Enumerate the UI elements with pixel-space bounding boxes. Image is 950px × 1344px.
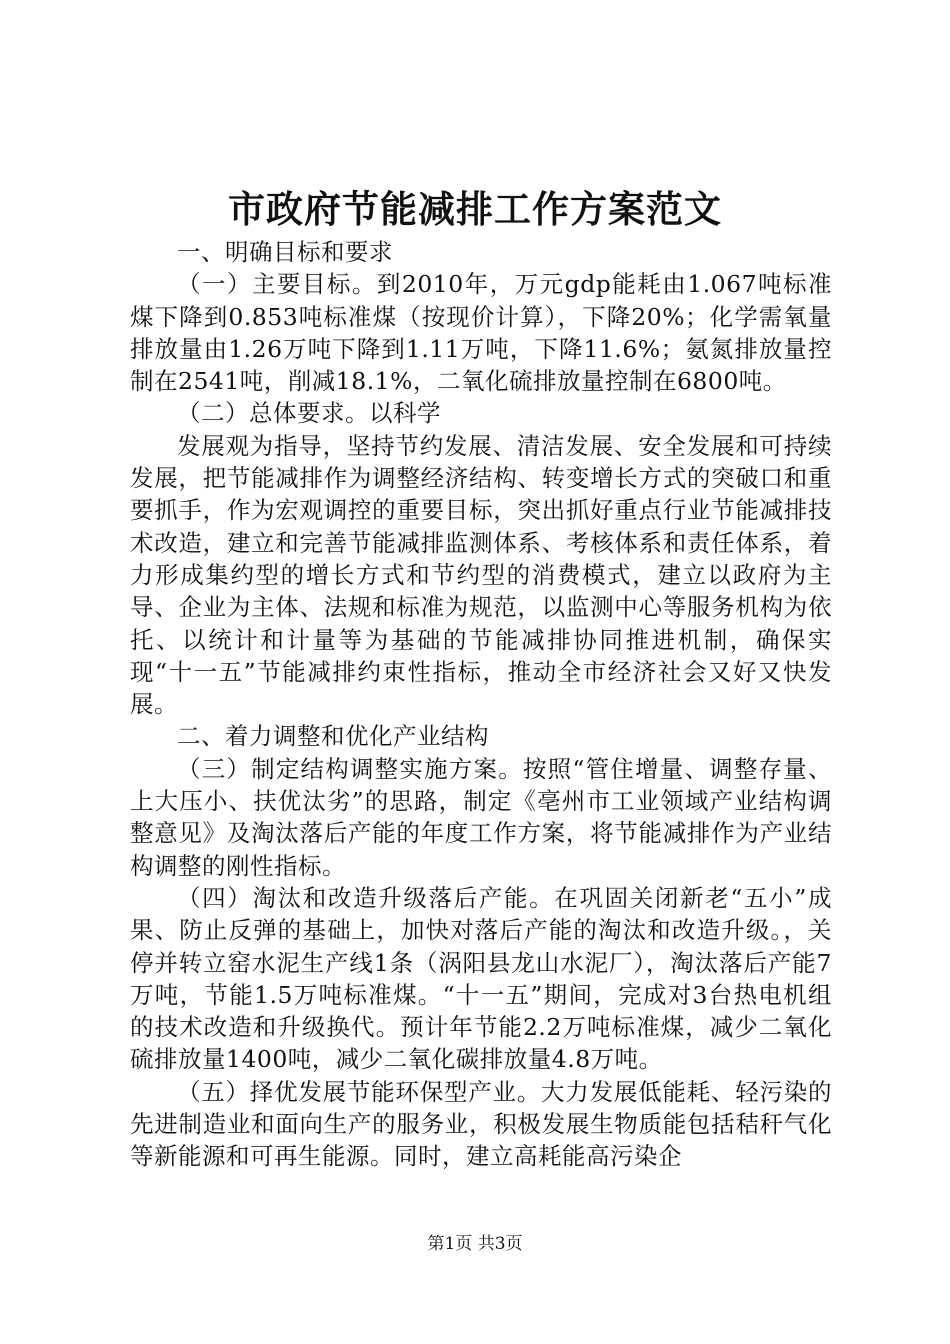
paragraph-eliminate-capacity: （四）淘汰和改造升级落后产能。在巩固关闭新老“五小”成果、防止反弹的基础上，加快对落后产能的淘汰和改造升级。，关停并转立窑水泥生产线1条（涡阳县龙山水泥厂），淘汰落后产能7万吨，节能1.5万吨标准煤。“十一五”期间，完成对3台热电机组的技术改造和升级换代。预计年节能2.2万吨标准煤，减少二氧化硫排放量1400吨，减少二氧化碳排放量4.8万吨。	[130, 883, 832, 1074]
page-footer: 第1页 共3页	[427, 1234, 523, 1254]
paragraph-main-goals: （一）主要目标。到2010年，万元gdp能耗由1.067吨标准煤下降到0.853吨标准煤（按现价计算），下降20%；化学需氧量排放量由1.26万吨下降到1.11万吨，下降11.6%；氨氮排放量控制在2541吨，削减18.1%，二氧化硫排放量控制在6800吨。	[130, 270, 832, 396]
paragraph-green-industry: （五）择优发展节能环保型产业。大力发展低能耗、轻污染的先进制造业和面向生产的服务业，积极发展生物质能包括秸秆气化等新能源和可再生能源。同时，建立高耗能高污染企	[130, 1077, 832, 1171]
section-heading-2: 二、着力调整和优化产业结构	[177, 722, 489, 751]
paragraph-overall-requirements: （二）总体要求。以科学	[177, 399, 441, 428]
paragraph-development-guidance: 发展观为指导，坚持节约发展、清洁发展、安全发展和可持续发展，把节能减排作为调整经济结构、转变增长方式的突破口和重要抓手，作为宏观调控的重要目标，突出抓好重点行业节能减排技术改造，建立和完善节能减排监测体系、考核体系和责任体系，着力形成集约型的增长方式和节约型的消费模式，建立以政府为主导、企业为主体、法规和标准为规范，以监测中心等服务机构为依托、以统计和计量等为基础的节能减排协同推进机制，确保实现“十一五”节能减排约束性指标，推动全市经济社会又好又快发展。	[130, 431, 832, 719]
paragraph-structure-plan: （三）制定结构调整实施方案。按照“管住增量、调整存量、上大压小、扶优汰劣”的思路，制定《亳州市工业领域产业结构调整意见》及淘汰落后产能的年度工作方案，将节能减排作为产业结构调整的刚性指标。	[130, 754, 832, 880]
document-body	[130, 236, 832, 1173]
document-title: 市政府节能减排工作方案范文	[228, 187, 722, 231]
section-heading-1: 一、明确目标和要求	[177, 238, 393, 266]
